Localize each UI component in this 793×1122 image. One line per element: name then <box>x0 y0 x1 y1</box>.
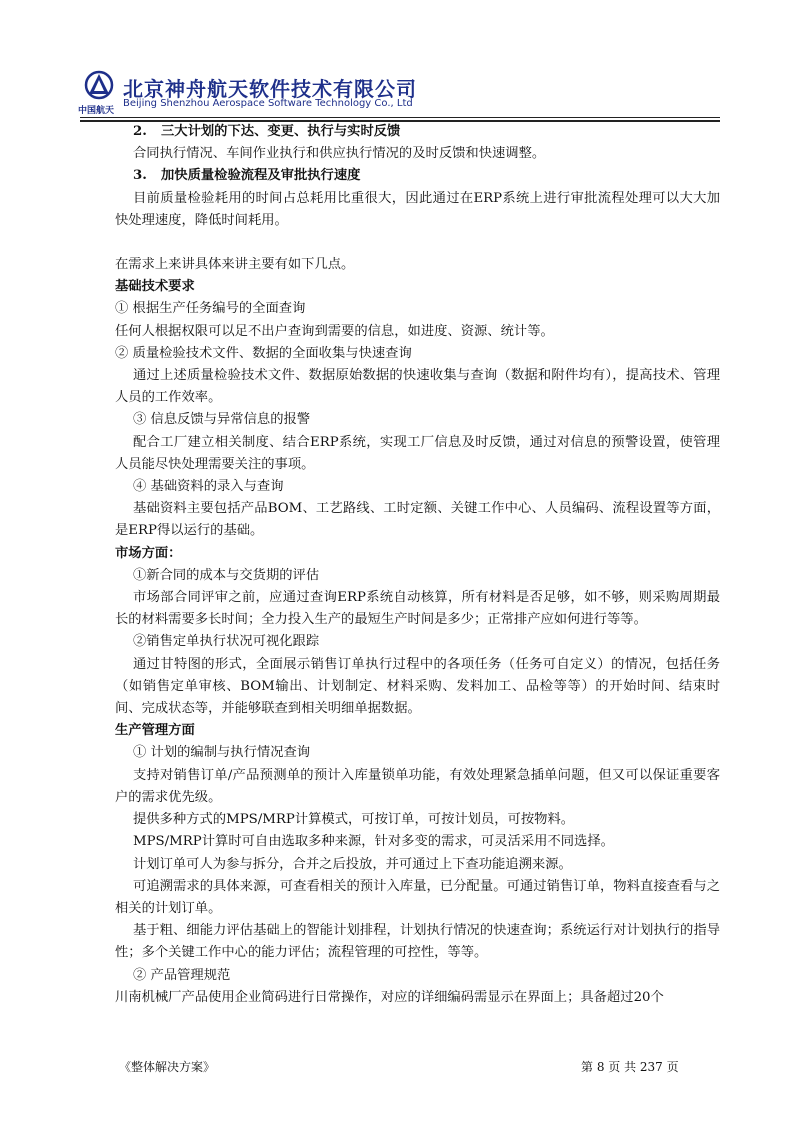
list-item: ① 根据生产任务编号的全面查询 <box>115 301 306 317</box>
section-heading: 2. 三大计划的下达、变更、执行与实时反馈 <box>133 124 401 139</box>
paragraph: 川南机械厂产品使用企业简码进行日常操作，对应的详细编码需显示在界面上；具备超过20个 <box>115 989 664 1005</box>
paragraph: MPS/MRP计算时可自由选取多种来源，针对多变的需求，可灵活采用不同选择。 <box>133 834 614 850</box>
list-item: ① 计划的编制与执行情况查询 <box>133 745 311 761</box>
footer-doc-title: 《整体解决方案》 <box>119 1060 216 1074</box>
list-item: ② 质量检验技术文件、数据的全面收集与快速查询 <box>115 345 412 361</box>
logo-caption: 中国航天 <box>78 106 115 116</box>
paragraph: 基于粗、细能力评估基础上的智能计划排程，计划执行情况的快速查询；系统运行对计划执行的指导性；多个关键工作中心的能力评估；流程管理的可控性，等等。 <box>115 923 720 961</box>
section-heading: 3. 加快质量检验流程及审批执行速度 <box>133 168 361 184</box>
paragraph: 计划订单可人为参与拆分，合并之后投放，并可通过上下查功能追溯来源。 <box>133 856 572 872</box>
paragraph: 任何人根据权限可以足不出户查询到需要的信息，如进度、资源、统计等。 <box>115 323 554 339</box>
paragraph: 市场部合同评审之前，应通过查询ERP系统自动核算，所有材料是否足够，如不够，则采购周期最长的材料需要多长时间；全力投入生产的最短生产时间是多少；正常排产应如何进行等等。 <box>115 590 720 628</box>
document-body <box>115 121 720 1009</box>
list-item: ③ 信息反馈与异常信息的报警 <box>133 412 311 428</box>
paragraph: 目前质量检验耗用的时间占总耗用比重很大，因此通过在ERP系统上进行审批流程处理可以大大加快处理速度，降低时间耗用。 <box>115 190 720 228</box>
list-item: ②销售定单执行状况可视化跟踪 <box>133 634 320 650</box>
paragraph: 在需求上来讲具体来讲主要有如下几点。 <box>115 257 355 273</box>
paragraph: 配合工厂建立相关制度、结合ERP系统，实现工厂信息及时反馈，通过对信息的预警设置，使管理人员能尽快处理需要关注的事项。 <box>115 434 720 472</box>
footer-page-number: 第 8 页 共 237 页 <box>581 1060 679 1074</box>
paragraph: 可追溯需求的具体来源，可查看相关的预计入库量，已分配量。可通过销售订单，物料直接查看与之相关的计划订单。 <box>115 878 720 916</box>
subsection-heading: 基础技术要求 <box>115 279 195 295</box>
list-item: ①新合同的成本与交货期的评估 <box>133 567 320 583</box>
paragraph: 提供多种方式的MPS/MRP计算模式，可按订单，可按计划员，可按物料。 <box>133 812 575 828</box>
paragraph: 支持对销售订单/产品预测单的预计入库量锁单功能，有效处理紧急插单问题，但又可以保证重要客户的需求优先级。 <box>115 767 720 805</box>
list-item: ② 产品管理规范 <box>133 967 231 983</box>
header-divider <box>80 117 720 118</box>
subsection-heading: 生产管理方面 <box>115 723 195 739</box>
paragraph: 通过上述质量检验技术文件、数据原始数据的快速收集与查询（数据和附件均有），提高技术、管理人员的工作效率。 <box>115 368 720 406</box>
subsection-heading: 市场方面： <box>115 545 182 561</box>
company-name-cn: 北京神舟航天软件技术有限公司 <box>123 77 417 101</box>
paragraph: 通过甘特图的形式，全面展示销售订单执行过程中的各项任务（任务可自定义）的情况，包括任务（如销售定单审核、BOM输出、计划制定、材料采购、发料加工、品检等等）的开始时间、结束时间、完成状态等，并能够联查到相关明细单据数据。 <box>115 656 720 717</box>
list-item: ④ 基础资料的录入与查询 <box>133 479 284 495</box>
page-header <box>80 70 720 120</box>
paragraph: 合同执行情况、车间作业执行和供应执行情况的及时反馈和快速调整。 <box>133 146 546 162</box>
company-name-en: Beijing Shenzhou Aerospace Software Technology Co., Ltd <box>123 98 413 109</box>
paragraph: 基础资料主要包括产品BOM、工艺路线、工时定额、关键工作中心、人员编码、流程设置等方面，是ERP得以运行的基础。 <box>115 501 720 539</box>
